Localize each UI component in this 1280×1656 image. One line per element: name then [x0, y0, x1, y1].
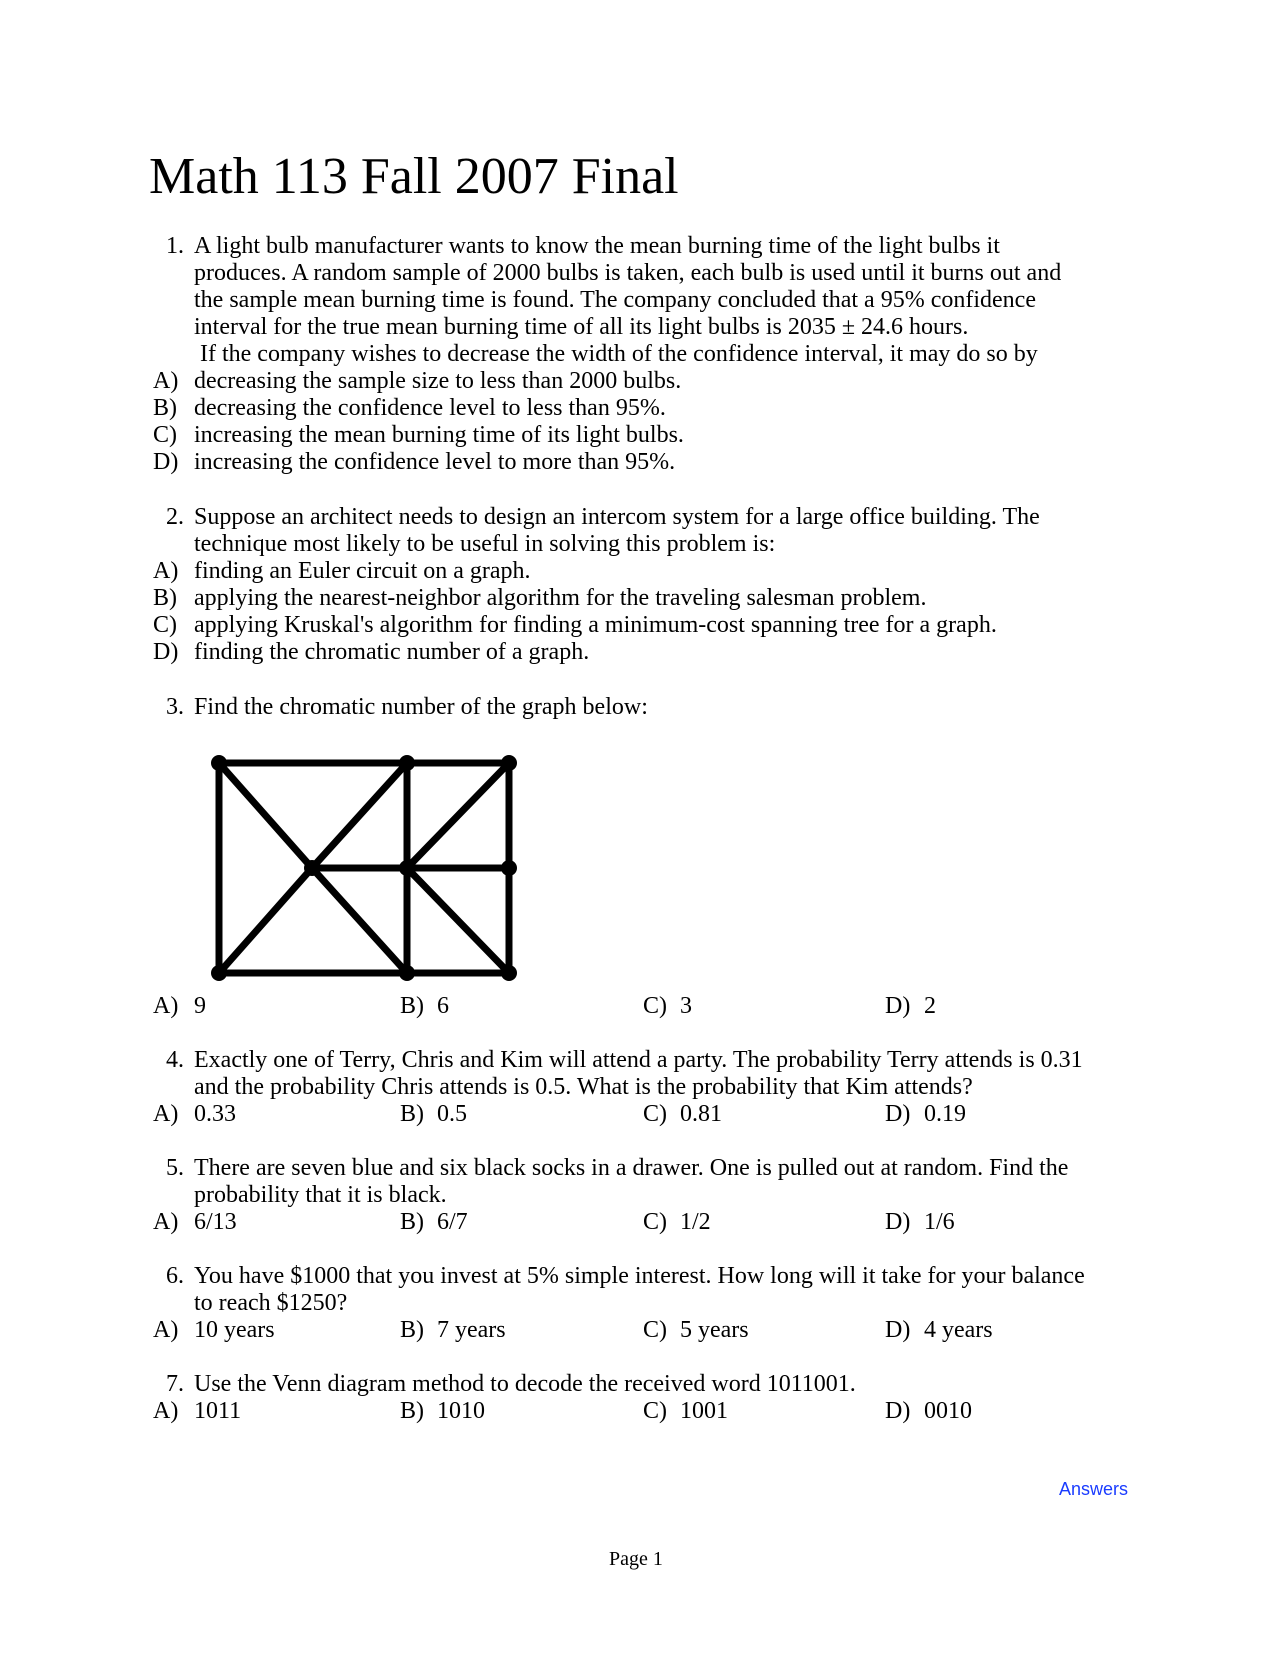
- option-text: 1001: [680, 1398, 728, 1424]
- option-letter: B): [400, 993, 424, 1019]
- option-letter: C): [643, 1209, 667, 1235]
- option-text: 1/6: [924, 1209, 955, 1235]
- option-text: 7 years: [437, 1317, 506, 1343]
- option-letter: D): [885, 1209, 911, 1235]
- option-letter: B): [153, 585, 177, 611]
- option-text: 4 years: [924, 1317, 993, 1343]
- question-stem-line: the sample mean burning time is found. The company concluded that a 95% confidence: [194, 287, 1036, 313]
- graph-edge: [312, 868, 407, 973]
- option-text: applying Kruskal's algorithm for finding a minimum-cost spanning tree for a graph.: [194, 612, 997, 638]
- option-letter: D): [885, 993, 911, 1019]
- question-stem-line: produces. A random sample of 2000 bulbs is taken, each bulb is used until it burns out and: [194, 260, 1062, 286]
- option-letter: C): [643, 1398, 667, 1424]
- option-letter: B): [153, 395, 177, 421]
- question-stem-line: technique most likely to be useful in solving this problem is:: [194, 531, 776, 557]
- option-letter: B): [400, 1101, 424, 1127]
- graph-edge: [407, 763, 509, 868]
- option-letter: A): [153, 1317, 179, 1343]
- option-text: 6/13: [194, 1209, 237, 1235]
- option-text: 5 years: [680, 1317, 749, 1343]
- option-text: 3: [680, 993, 692, 1019]
- question-number: 4.: [166, 1047, 184, 1073]
- option-text: increasing the confidence level to more than 95%.: [194, 449, 676, 475]
- option-text: decreasing the sample size to less than 2000 bulbs.: [194, 368, 682, 394]
- question-stem-line: A light bulb manufacturer wants to know the mean burning time of the light bulbs it: [194, 233, 1000, 259]
- option-text: applying the nearest-neighbor algorithm for the traveling salesman problem.: [194, 585, 927, 611]
- question-stem-line: There are seven blue and six black socks in a drawer. One is pulled out at random. Find the: [194, 1155, 1069, 1181]
- option-letter: C): [153, 612, 177, 638]
- option-text: 1011: [194, 1398, 242, 1424]
- question-number: 5.: [166, 1155, 184, 1181]
- option-text: 1010: [437, 1398, 485, 1424]
- question-number: 3.: [166, 694, 184, 720]
- graph-vertex: [399, 755, 415, 771]
- graph-vertex: [501, 755, 517, 771]
- option-letter: D): [153, 639, 179, 665]
- graph-edge: [407, 868, 509, 973]
- question-stem-line: Find the chromatic number of the graph below:: [194, 694, 648, 720]
- option-text: 6/7: [437, 1209, 468, 1235]
- question-number: 1.: [166, 233, 184, 259]
- option-text: 1/2: [680, 1209, 711, 1235]
- question-stem-line: interval for the true mean burning time of all its light bulbs is 2035 ± 24.6 hours.: [194, 314, 969, 340]
- answers-link[interactable]: Answers: [1059, 1479, 1129, 1499]
- question-stem-line: Use the Venn diagram method to decode the received word 1011001.: [194, 1371, 856, 1397]
- option-text: 0010: [924, 1398, 972, 1424]
- graph-vertex: [211, 755, 227, 771]
- graph-vertex: [399, 965, 415, 981]
- graph-vertex: [399, 860, 415, 876]
- option-text: increasing the mean burning time of its light bulbs.: [194, 422, 684, 448]
- option-letter: B): [400, 1398, 424, 1424]
- option-text: 9: [194, 993, 206, 1019]
- question-stem-line: probability that it is black.: [194, 1182, 447, 1208]
- page-title: Math 113 Fall 2007 Final: [149, 148, 679, 205]
- graph-edge: [219, 763, 312, 868]
- option-letter: C): [643, 1101, 667, 1127]
- graph-figure: [195, 745, 525, 985]
- question-number: 6.: [166, 1263, 184, 1289]
- question-stem-line: If the company wishes to decrease the width of the confidence interval, it may do so by: [194, 341, 1038, 367]
- option-text: decreasing the confidence level to less than 95%.: [194, 395, 666, 421]
- option-text: finding an Euler circuit on a graph.: [194, 558, 531, 584]
- option-text: 10 years: [194, 1317, 275, 1343]
- graph-edge: [312, 763, 407, 868]
- option-letter: D): [153, 449, 179, 475]
- option-letter: C): [643, 1317, 667, 1343]
- option-letter: C): [643, 993, 667, 1019]
- option-text: finding the chromatic number of a graph.: [194, 639, 590, 665]
- option-text: 2: [924, 993, 936, 1019]
- option-letter: A): [153, 1101, 179, 1127]
- option-text: 0.5: [437, 1101, 467, 1127]
- option-letter: A): [153, 993, 179, 1019]
- page-number: Page 1: [609, 1548, 663, 1570]
- option-text: 0.33: [194, 1101, 236, 1127]
- graph-vertex: [304, 860, 320, 876]
- option-letter: A): [153, 1209, 179, 1235]
- question-number: 2.: [166, 504, 184, 530]
- option-letter: A): [153, 558, 179, 584]
- question-stem-line: and the probability Chris attends is 0.5. What is the probability that Kim attends?: [194, 1074, 973, 1100]
- question-stem-line: Suppose an architect needs to design an intercom system for a large office building. The: [194, 504, 1040, 530]
- question-stem-line: to reach $1250?: [194, 1290, 348, 1316]
- option-text: 0.81: [680, 1101, 722, 1127]
- option-letter: B): [400, 1209, 424, 1235]
- option-text: 0.19: [924, 1101, 966, 1127]
- option-letter: D): [885, 1398, 911, 1424]
- graph-vertex: [211, 965, 227, 981]
- option-letter: D): [885, 1101, 911, 1127]
- option-letter: C): [153, 422, 177, 448]
- graph-vertex: [501, 860, 517, 876]
- graph-vertex: [501, 965, 517, 981]
- option-letter: D): [885, 1317, 911, 1343]
- graph-edge: [219, 868, 312, 973]
- question-stem-line: You have $1000 that you invest at 5% simple interest. How long will it take for your balance: [194, 1263, 1085, 1289]
- option-text: 6: [437, 993, 449, 1019]
- question-stem-line: Exactly one of Terry, Chris and Kim will attend a party. The probability Terry attends is 0.31: [194, 1047, 1083, 1073]
- question-number: 7.: [166, 1371, 184, 1397]
- option-letter: A): [153, 368, 179, 394]
- option-letter: A): [153, 1398, 179, 1424]
- option-letter: B): [400, 1317, 424, 1343]
